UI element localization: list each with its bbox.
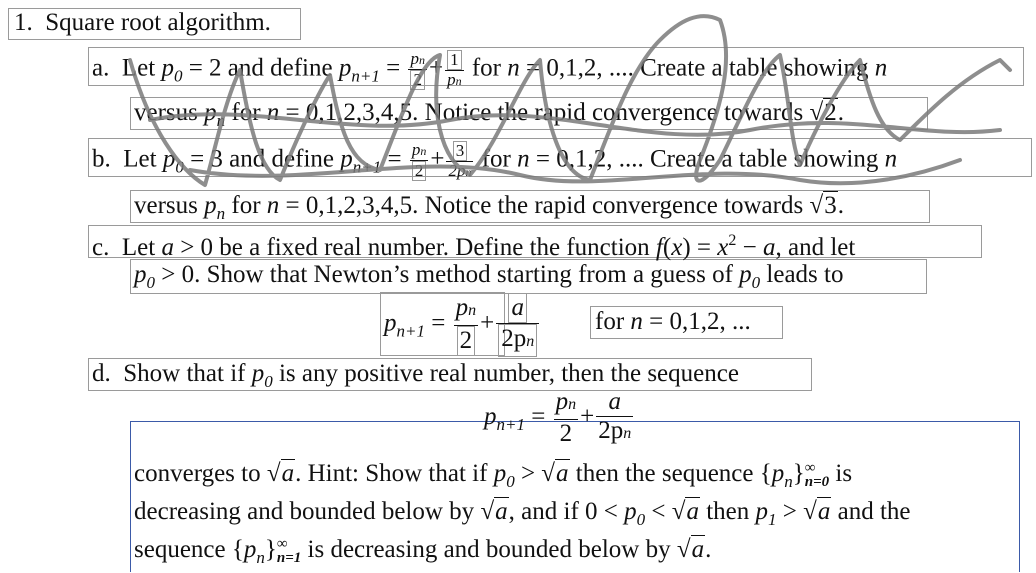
math-var: n (266, 192, 280, 219)
text: , and if 0 < (508, 498, 625, 525)
equals-sign: = (431, 309, 446, 337)
math-sub: 0 (506, 472, 515, 491)
math-exp: ∞ (804, 460, 816, 477)
text: Let (121, 54, 162, 82)
text: for (595, 308, 631, 335)
math-sub: n (568, 396, 577, 414)
text: versus (134, 192, 205, 219)
text: < (645, 498, 672, 525)
text: = (381, 145, 408, 173)
problem-number: 1. (14, 9, 33, 36)
math-sub: n+1 (352, 157, 382, 177)
math-var: f (655, 234, 663, 261)
math-sub: n (465, 165, 472, 179)
math-exp: 2 (728, 232, 737, 249)
math-sub: n (623, 425, 632, 443)
text: = 3 and define (183, 145, 341, 173)
math-var: p (340, 145, 353, 173)
text: . (837, 192, 844, 219)
math-var: p (771, 460, 785, 487)
math-var: n (874, 54, 888, 82)
text: . (705, 536, 712, 563)
math-sub: n+1 (396, 321, 425, 341)
math-var: p (162, 145, 176, 173)
fraction-pn-over-2 (410, 141, 429, 181)
text: converges to (134, 460, 267, 487)
radicand: 3 (824, 192, 837, 219)
math-exp: ∞ (276, 536, 288, 553)
plus-sign: + (580, 403, 595, 430)
math-num: 3 (453, 141, 468, 161)
math-num: 2 (412, 161, 427, 181)
math-sub: 0 (264, 372, 273, 391)
math-sub: 0 (173, 66, 183, 86)
equals-sign: = (531, 403, 546, 430)
math-sub: n=1 (276, 550, 302, 567)
fraction-pn-over-2 (408, 50, 427, 90)
math-var: x (671, 234, 683, 261)
text: is decreasing and bounded below by (301, 536, 677, 563)
math-sub: 0 (636, 510, 646, 529)
part-d-line3 (134, 497, 911, 535)
math-sub: n+1 (351, 66, 380, 86)
sqrt-symbol: √a (803, 498, 831, 525)
math-num: 2 (457, 326, 476, 356)
sqrt-symbol: √a (676, 536, 705, 563)
math-var: p (243, 536, 257, 563)
radicand: a (281, 460, 295, 487)
sqrt-symbol: √3 (809, 192, 837, 219)
text: > (776, 498, 804, 525)
text: , and let (775, 234, 856, 261)
math-var: n (517, 145, 530, 173)
part-c-formula-tail (595, 307, 751, 337)
math-var: p (484, 403, 497, 430)
part-b-line1 (92, 141, 897, 183)
sqrt-symbol: √a (480, 498, 508, 525)
text: then (699, 498, 756, 525)
plus-sign: + (480, 309, 495, 337)
part-b-label: b. (92, 145, 111, 173)
math-var: a (762, 234, 776, 261)
math-var: x (717, 234, 729, 261)
math-var: 2p (448, 161, 466, 180)
part-d-line1 (92, 359, 739, 397)
sqrt-symbol: √a (671, 498, 699, 525)
math-var: p (447, 70, 456, 89)
part-a-label: a. (92, 54, 110, 82)
math-sub: n (216, 204, 226, 223)
fraction-pn-over-2 (554, 388, 579, 448)
text: . Hint: Show that if (295, 460, 494, 487)
text: } (792, 460, 805, 487)
math-var: a (508, 293, 527, 323)
text: − (736, 234, 763, 261)
text: = 0,1,2, .... Create a table showing (529, 145, 885, 173)
math-var: p (204, 192, 217, 219)
text: > 0 be a fixed real number. Define the function (173, 234, 656, 261)
math-sub: n (468, 302, 477, 319)
math-sub: n (216, 111, 226, 130)
text: = 0,1,2,3,4,5. Notice the rapid convergence towards (279, 192, 810, 219)
math-sub: n (526, 333, 535, 350)
part-c-line1 (92, 226, 855, 263)
part-b-line2 (134, 191, 844, 229)
math-sub: 0 (751, 273, 761, 292)
text: = 0,1,2, ... (642, 308, 751, 335)
math-var: p (384, 309, 397, 337)
math-num: 1 (447, 50, 462, 70)
problem-heading (14, 8, 271, 38)
math-var: p (455, 294, 469, 321)
text: decreasing and bounded below by (134, 498, 481, 525)
math-var: p (739, 261, 752, 288)
sqrt-symbol: √a (541, 460, 569, 487)
text: then the sequence { (569, 460, 772, 487)
math-sub: n (420, 144, 427, 158)
text: Let (121, 234, 162, 261)
fraction-a-over-2pn (596, 388, 633, 448)
text: > 0. Show that Newton’s method starting from a guess of (155, 261, 740, 288)
math-var: p (411, 140, 421, 159)
text: is (829, 460, 853, 487)
text: and the (831, 498, 911, 525)
math-var: n (507, 54, 520, 82)
text: = 2 and define (182, 54, 339, 82)
math-var: p (251, 360, 265, 387)
text: > (514, 460, 542, 487)
sqrt-symbol: √a (266, 460, 295, 487)
fraction-3-over-2pn (446, 141, 473, 181)
text: for (225, 99, 267, 126)
math-var: 2p (598, 417, 624, 445)
text: ) = (682, 234, 718, 261)
math-sub: n=0 (804, 474, 830, 491)
part-c-formula (384, 293, 541, 362)
math-num: 2 (410, 70, 425, 90)
part-c-label: c. (92, 234, 110, 261)
math-var: p (410, 49, 419, 68)
math-sub: n (418, 53, 425, 67)
text: ( (662, 234, 672, 261)
math-var: p (161, 54, 174, 82)
part-d-line4 (134, 535, 711, 573)
radicand: a (686, 498, 699, 525)
math-var: n (630, 308, 643, 335)
math-sub: n (455, 74, 462, 88)
text: = (379, 54, 407, 82)
text: for (225, 192, 267, 219)
text: versus (134, 99, 205, 126)
math-var: n (884, 145, 898, 173)
math-var: p (493, 460, 507, 487)
text: . (837, 99, 844, 126)
text: for (465, 54, 508, 82)
radicand: a (691, 536, 705, 563)
math-var: 2p (501, 325, 527, 352)
text: sequence { (134, 536, 244, 563)
math-sub: 1 (768, 510, 777, 529)
part-d-formula (484, 388, 635, 454)
problem-title: Square root algorithm. (45, 9, 271, 36)
math-sub: n+1 (496, 415, 525, 434)
plus-sign: + (430, 145, 445, 173)
text: = 0,1,2,3,4,5. Notice the rapid convergence towards (279, 99, 810, 126)
fraction-a-over-2pn (496, 293, 539, 357)
part-a-line2 (134, 98, 844, 136)
part-a-line1 (92, 50, 887, 92)
math-var: a (161, 234, 174, 261)
text: leads to (760, 261, 844, 288)
math-var: n (266, 99, 280, 126)
part-d-label: d. (92, 360, 111, 387)
text: = 0,1,2, .... Create a table showing (519, 54, 875, 82)
plus-sign: + (428, 54, 444, 82)
radicand: a (495, 498, 508, 525)
math-var: a (608, 388, 621, 416)
text: is any positive real number, then the sequence (272, 360, 739, 387)
fraction-pn-over-2 (454, 294, 479, 356)
radicand: 2 (824, 99, 837, 126)
sqrt-symbol: √2 (809, 99, 837, 126)
radicand: a (817, 498, 831, 525)
text: Let (123, 145, 163, 173)
math-num: 2 (559, 420, 573, 448)
part-d-line2 (134, 459, 852, 497)
math-var: p (555, 388, 569, 416)
math-var: p (624, 498, 637, 525)
math-sub: 0 (175, 157, 184, 177)
text: } (264, 536, 277, 563)
math-var: p (134, 261, 147, 288)
math-var: p (755, 498, 769, 525)
text: Show that if (123, 360, 252, 387)
math-sub: n (784, 472, 793, 491)
fraction-1-over-pn (445, 50, 464, 90)
radicand: a (556, 460, 569, 487)
math-var: p (204, 99, 217, 126)
math-var: p (338, 54, 352, 82)
math-sub: n (256, 548, 265, 567)
math-sub: 0 (146, 273, 155, 292)
text: for (475, 145, 518, 173)
